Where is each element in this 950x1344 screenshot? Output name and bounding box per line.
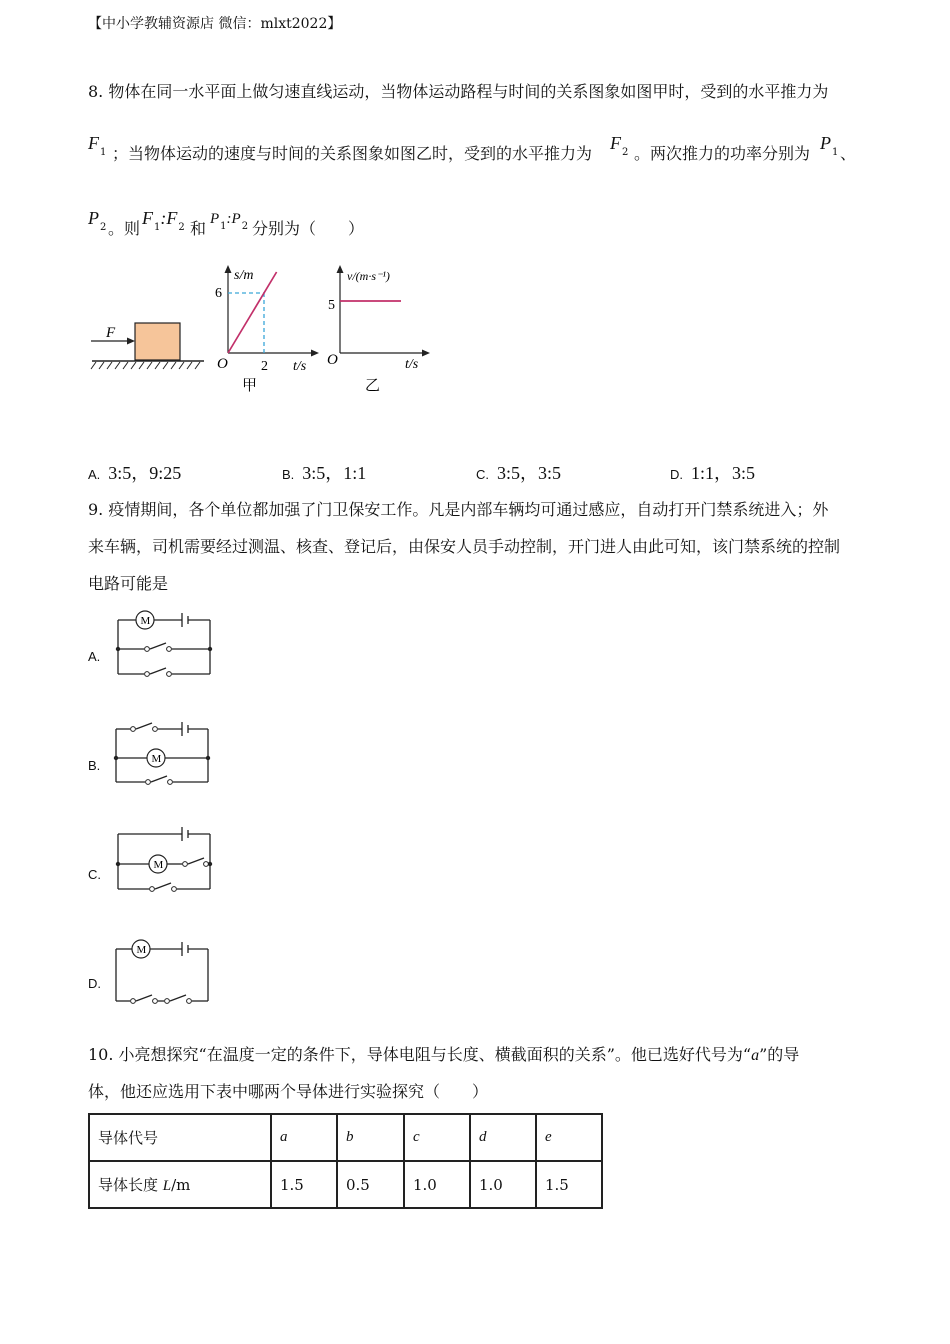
q8-block-figure — [88, 310, 208, 370]
svg-text:M: M — [151, 753, 162, 765]
q8-graph-jia — [210, 262, 325, 397]
table-cell: e — [536, 1114, 602, 1161]
table-row — [89, 1114, 602, 1161]
table-cell: 1.5 — [271, 1161, 337, 1208]
q8-line-3a: 。则 — [108, 219, 141, 238]
q8-option-d[interactable]: D. 1:1，3:5 — [670, 463, 756, 483]
table-cell: 1.5 — [536, 1161, 602, 1208]
q9-circuit-b[interactable] — [110, 712, 215, 790]
q9-option-d-label[interactable]: D. — [88, 976, 101, 991]
q8-line-2b: 。两次推力的功率分别为 — [634, 144, 811, 163]
svg-text:M: M — [140, 615, 151, 627]
svg-text:M: M — [136, 944, 147, 956]
yi-xlabel: t/s — [405, 357, 419, 372]
yi-ylabel: v/(m·s⁻¹) — [347, 269, 390, 283]
jia-xlabel: t/s — [293, 359, 307, 374]
q8-ratio-F: $F_1:F_2$ — [142, 208, 185, 233]
q9-circuit-a[interactable] — [112, 606, 217, 678]
table-cell: 1.0 — [404, 1161, 470, 1208]
q8-line-1: 8. 物体在同一水平面上做匀速直线运动，当物体运动路程与时间的关系图象如图甲时，受到的水平推力为 — [88, 82, 829, 101]
jia-y-tick-6: 6 — [215, 286, 222, 301]
jia-caption: 甲 — [242, 378, 258, 394]
yi-y-tick-5: 5 — [328, 298, 335, 313]
table-cell: b — [337, 1114, 404, 1161]
q9-option-a-label[interactable]: A. — [88, 649, 101, 664]
page-header: 【中小学教辅资源店 微信：mlxt2022】 — [88, 16, 342, 32]
table-cell: 0.5 — [337, 1161, 404, 1208]
q8-option-b[interactable]: B. 3:5，1:1 — [282, 463, 367, 483]
force-label: F — [106, 325, 116, 341]
q9-line-3: 电路可能是 — [88, 574, 169, 593]
table-cell: a — [271, 1114, 337, 1161]
jia-origin: O — [217, 356, 228, 372]
table-cell: c — [404, 1114, 470, 1161]
svg-text:M: M — [153, 859, 164, 871]
conductor-table — [88, 1113, 603, 1209]
jia-series-line — [228, 272, 277, 353]
table-cell: 1.0 — [470, 1161, 536, 1208]
table-row — [89, 1161, 602, 1208]
q9-circuit-d[interactable] — [110, 934, 215, 1006]
table-header-cell: 导体代号 — [89, 1114, 271, 1161]
jia-ylabel: s/m — [234, 268, 254, 283]
jia-x-tick-2: 2 — [261, 359, 268, 374]
q8-line-3b: 和 — [190, 219, 207, 238]
q8-option-a[interactable]: A. 3:5，9:25 — [88, 463, 182, 483]
q8-symbol-P1: $P_1$ — [820, 133, 839, 158]
q10-line-1: 10. 小亮想探究“在温度一定的条件下，导体电阻与长度、横截面积的关系”。他已选好代号为“a”的导 — [88, 1045, 800, 1064]
q8-line-2a: ；当物体运动的速度与时间的关系图象如图乙时，受到的水平推力为 — [112, 144, 593, 163]
q9-line-1: 9. 疫情期间，各个单位都加强了门卫保安工作。凡是内部车辆均可通过感应，自动打开门禁系统进入；外 — [88, 500, 829, 519]
q9-line-2: 来车辆，司机需要经过测温、核查、登记后，由保安人员手动控制，开门进人由此可知，该门禁系统的控制 — [88, 537, 841, 556]
q8-ratio-P: $P_1:P_2$ — [210, 211, 249, 232]
q8-symbol-F2: $F_2$ — [610, 133, 629, 158]
q8-line-3c: 分别为（ ） — [252, 219, 365, 238]
q9-option-b-label[interactable]: B. — [88, 758, 101, 773]
q8-graph-yi — [325, 262, 435, 397]
block — [135, 323, 180, 360]
q8-option-c[interactable]: C. 3:5，3:5 — [476, 463, 562, 483]
q8-line-2c: 、 — [840, 144, 857, 163]
yi-origin: O — [327, 352, 338, 368]
yi-caption: 乙 — [365, 378, 381, 394]
q9-option-c-label[interactable]: C. — [88, 867, 101, 882]
table-cell: d — [470, 1114, 536, 1161]
q10-line-2: 体，他还应选用下表中哪两个导体进行实验探究（ ） — [88, 1082, 489, 1101]
q8-symbol-F1: $F_1$ — [88, 133, 107, 158]
q9-circuit-c[interactable] — [112, 824, 217, 896]
table-header-cell: 导体长度 L/m — [89, 1161, 271, 1208]
q8-symbol-P2: $P_2$ — [88, 208, 107, 233]
